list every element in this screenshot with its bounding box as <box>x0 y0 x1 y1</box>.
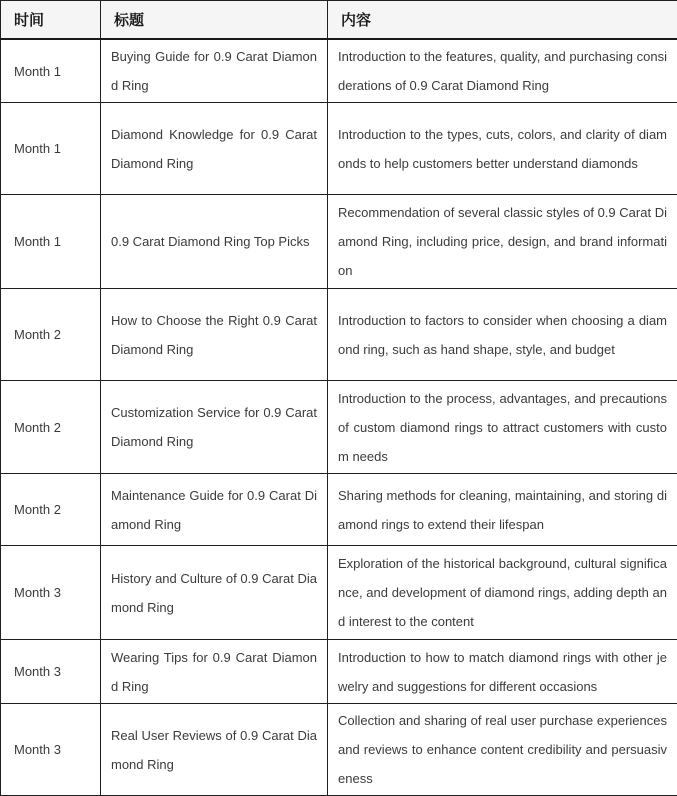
table-row <box>1 103 677 195</box>
table-row <box>1 289 677 381</box>
cell-content: Introduction to the process, advantages, and precautions of custom diamond rings to attract customers with custom needs <box>328 381 677 474</box>
cell-time: Month 2 <box>1 474 101 546</box>
cell-title: Maintenance Guide for 0.9 Carat Diamond Ring <box>101 474 328 546</box>
cell-title: Buying Guide for 0.9 Carat Diamond Ring <box>101 39 328 103</box>
cell-title: 0.9 Carat Diamond Ring Top Picks <box>101 195 328 289</box>
cell-content: Introduction to the types, cuts, colors, and clarity of diamonds to help customers better understand diamonds <box>328 103 677 195</box>
table-row <box>1 39 677 103</box>
table-header-row <box>1 1 677 40</box>
table-row <box>1 704 677 796</box>
cell-time: Month 3 <box>1 704 101 796</box>
cell-title: History and Culture of 0.9 Carat Diamond Ring <box>101 546 328 640</box>
cell-time: Month 2 <box>1 289 101 381</box>
cell-content: Introduction to the features, quality, and purchasing considerations of 0.9 Carat Diamond Ring <box>328 39 677 103</box>
column-header-title: 标题 <box>101 1 328 40</box>
cell-time: Month 2 <box>1 381 101 474</box>
table-row <box>1 640 677 704</box>
cell-content: Introduction to factors to consider when choosing a diamond ring, such as hand shape, style, and budget <box>328 289 677 381</box>
column-header-time: 时间 <box>1 1 101 40</box>
cell-content: Sharing methods for cleaning, maintaining, and storing diamond rings to extend their lifespan <box>328 474 677 546</box>
cell-title: How to Choose the Right 0.9 Carat Diamond Ring <box>101 289 328 381</box>
cell-title: Customization Service for 0.9 Carat Diamond Ring <box>101 381 328 474</box>
cell-time: Month 1 <box>1 195 101 289</box>
cell-time: Month 1 <box>1 103 101 195</box>
cell-content: Recommendation of several classic styles of 0.9 Carat Diamond Ring, including price, design, and brand information <box>328 195 677 289</box>
cell-title: Real User Reviews of 0.9 Carat Diamond Ring <box>101 704 328 796</box>
cell-title: Wearing Tips for 0.9 Carat Diamond Ring <box>101 640 328 704</box>
cell-title: Diamond Knowledge for 0.9 Carat Diamond Ring <box>101 103 328 195</box>
cell-time: Month 1 <box>1 39 101 103</box>
table-row <box>1 546 677 640</box>
table-row <box>1 474 677 546</box>
cell-content: Collection and sharing of real user purchase experiences and reviews to enhance content credibility and persuasiveness <box>328 704 677 796</box>
cell-time: Month 3 <box>1 640 101 704</box>
cell-content: Introduction to how to match diamond rings with other jewelry and suggestions for different occasions <box>328 640 677 704</box>
cell-content: Exploration of the historical background, cultural significance, and development of diamond rings, adding depth and interest to the content <box>328 546 677 640</box>
table-row <box>1 195 677 289</box>
table-row <box>1 381 677 474</box>
cell-time: Month 3 <box>1 546 101 640</box>
column-header-content: 内容 <box>328 1 677 40</box>
